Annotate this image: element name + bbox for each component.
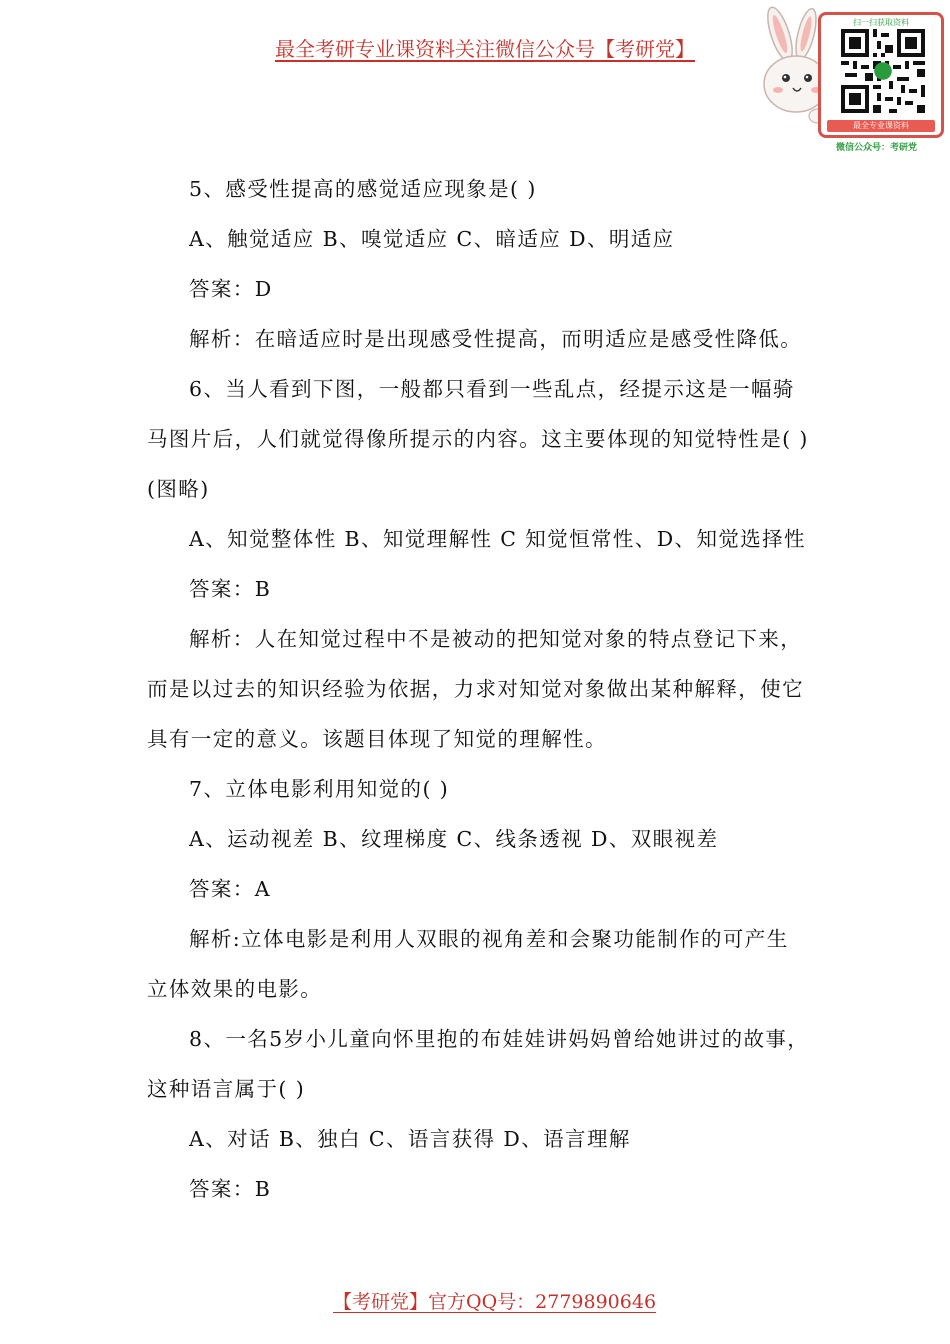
question-analysis: 解析：人在知觉过程中不是被动的把知觉对象的特点登记下来， [189, 627, 803, 651]
question-stem: 6、当人看到下图，一般都只看到一些乱点，经提示这是一幅骑 [189, 377, 795, 401]
qr-top-label: 扫一扫获取资料 [853, 18, 909, 27]
qr-code-frame [818, 12, 944, 138]
question-options: A、知觉整体性 B、知觉理解性 C 知觉恒常性、D、知觉选择性 [189, 527, 806, 551]
question-analysis: 具有一定的意义。该题目体现了知觉的理解性。 [147, 727, 607, 751]
question-stem: 这种语言属于( ) [147, 1077, 306, 1101]
question-analysis: 解析:立体电影是利用人双眼的视角差和会聚功能制作的可产生 [189, 927, 789, 951]
qr-bottom-banner: 最全专业课资料 [827, 120, 935, 132]
question-answer: 答案：B [189, 1177, 272, 1201]
question-analysis: 而是以过去的知识经验为依据，力求对知觉对象做出某种解释，使它 [147, 677, 804, 701]
question-stem: (图略) [147, 477, 210, 501]
qr-code-icon[interactable] [841, 29, 925, 113]
question-answer: 答案：B [189, 577, 272, 601]
question-stem: 马图片后，人们就觉得像所提示的内容。这主要体现的知觉特性是( ) [147, 427, 809, 451]
question-options: A、对话 B、独白 C、语言获得 D、语言理解 [189, 1127, 631, 1151]
question-stem: 5、感受性提高的感觉适应现象是( ) [189, 177, 537, 201]
question-options: A、运动视差 B、纹理梯度 C、线条透视 D、双眼视差 [189, 827, 719, 851]
question-answer: 答案：A [189, 877, 271, 901]
rabbit-mascot-icon [748, 4, 828, 134]
question-analysis: 立体效果的电影。 [147, 977, 323, 1001]
promo-badge [748, 4, 946, 154]
question-answer: 答案：D [189, 277, 273, 301]
header-promo-link[interactable]: 最全考研专业课资料关注微信公众号【考研党】 [275, 37, 695, 61]
question-analysis: 解析：在暗适应时是出现感受性提高，而明适应是感受性降低。 [189, 327, 803, 351]
wechat-caption: 微信公众号：考研党 [836, 143, 918, 153]
footer-qq-link[interactable]: 【考研党】官方QQ号：2779890646 [333, 1291, 657, 1313]
question-options: A、触觉适应 B、嗅觉适应 C、暗适应 D、明适应 [189, 227, 675, 251]
question-stem: 7、立体电影利用知觉的( ) [189, 777, 450, 801]
question-stem: 8、一名5岁小儿童向怀里抱的布娃娃讲妈妈曾给她讲过的故事， [189, 1027, 810, 1051]
